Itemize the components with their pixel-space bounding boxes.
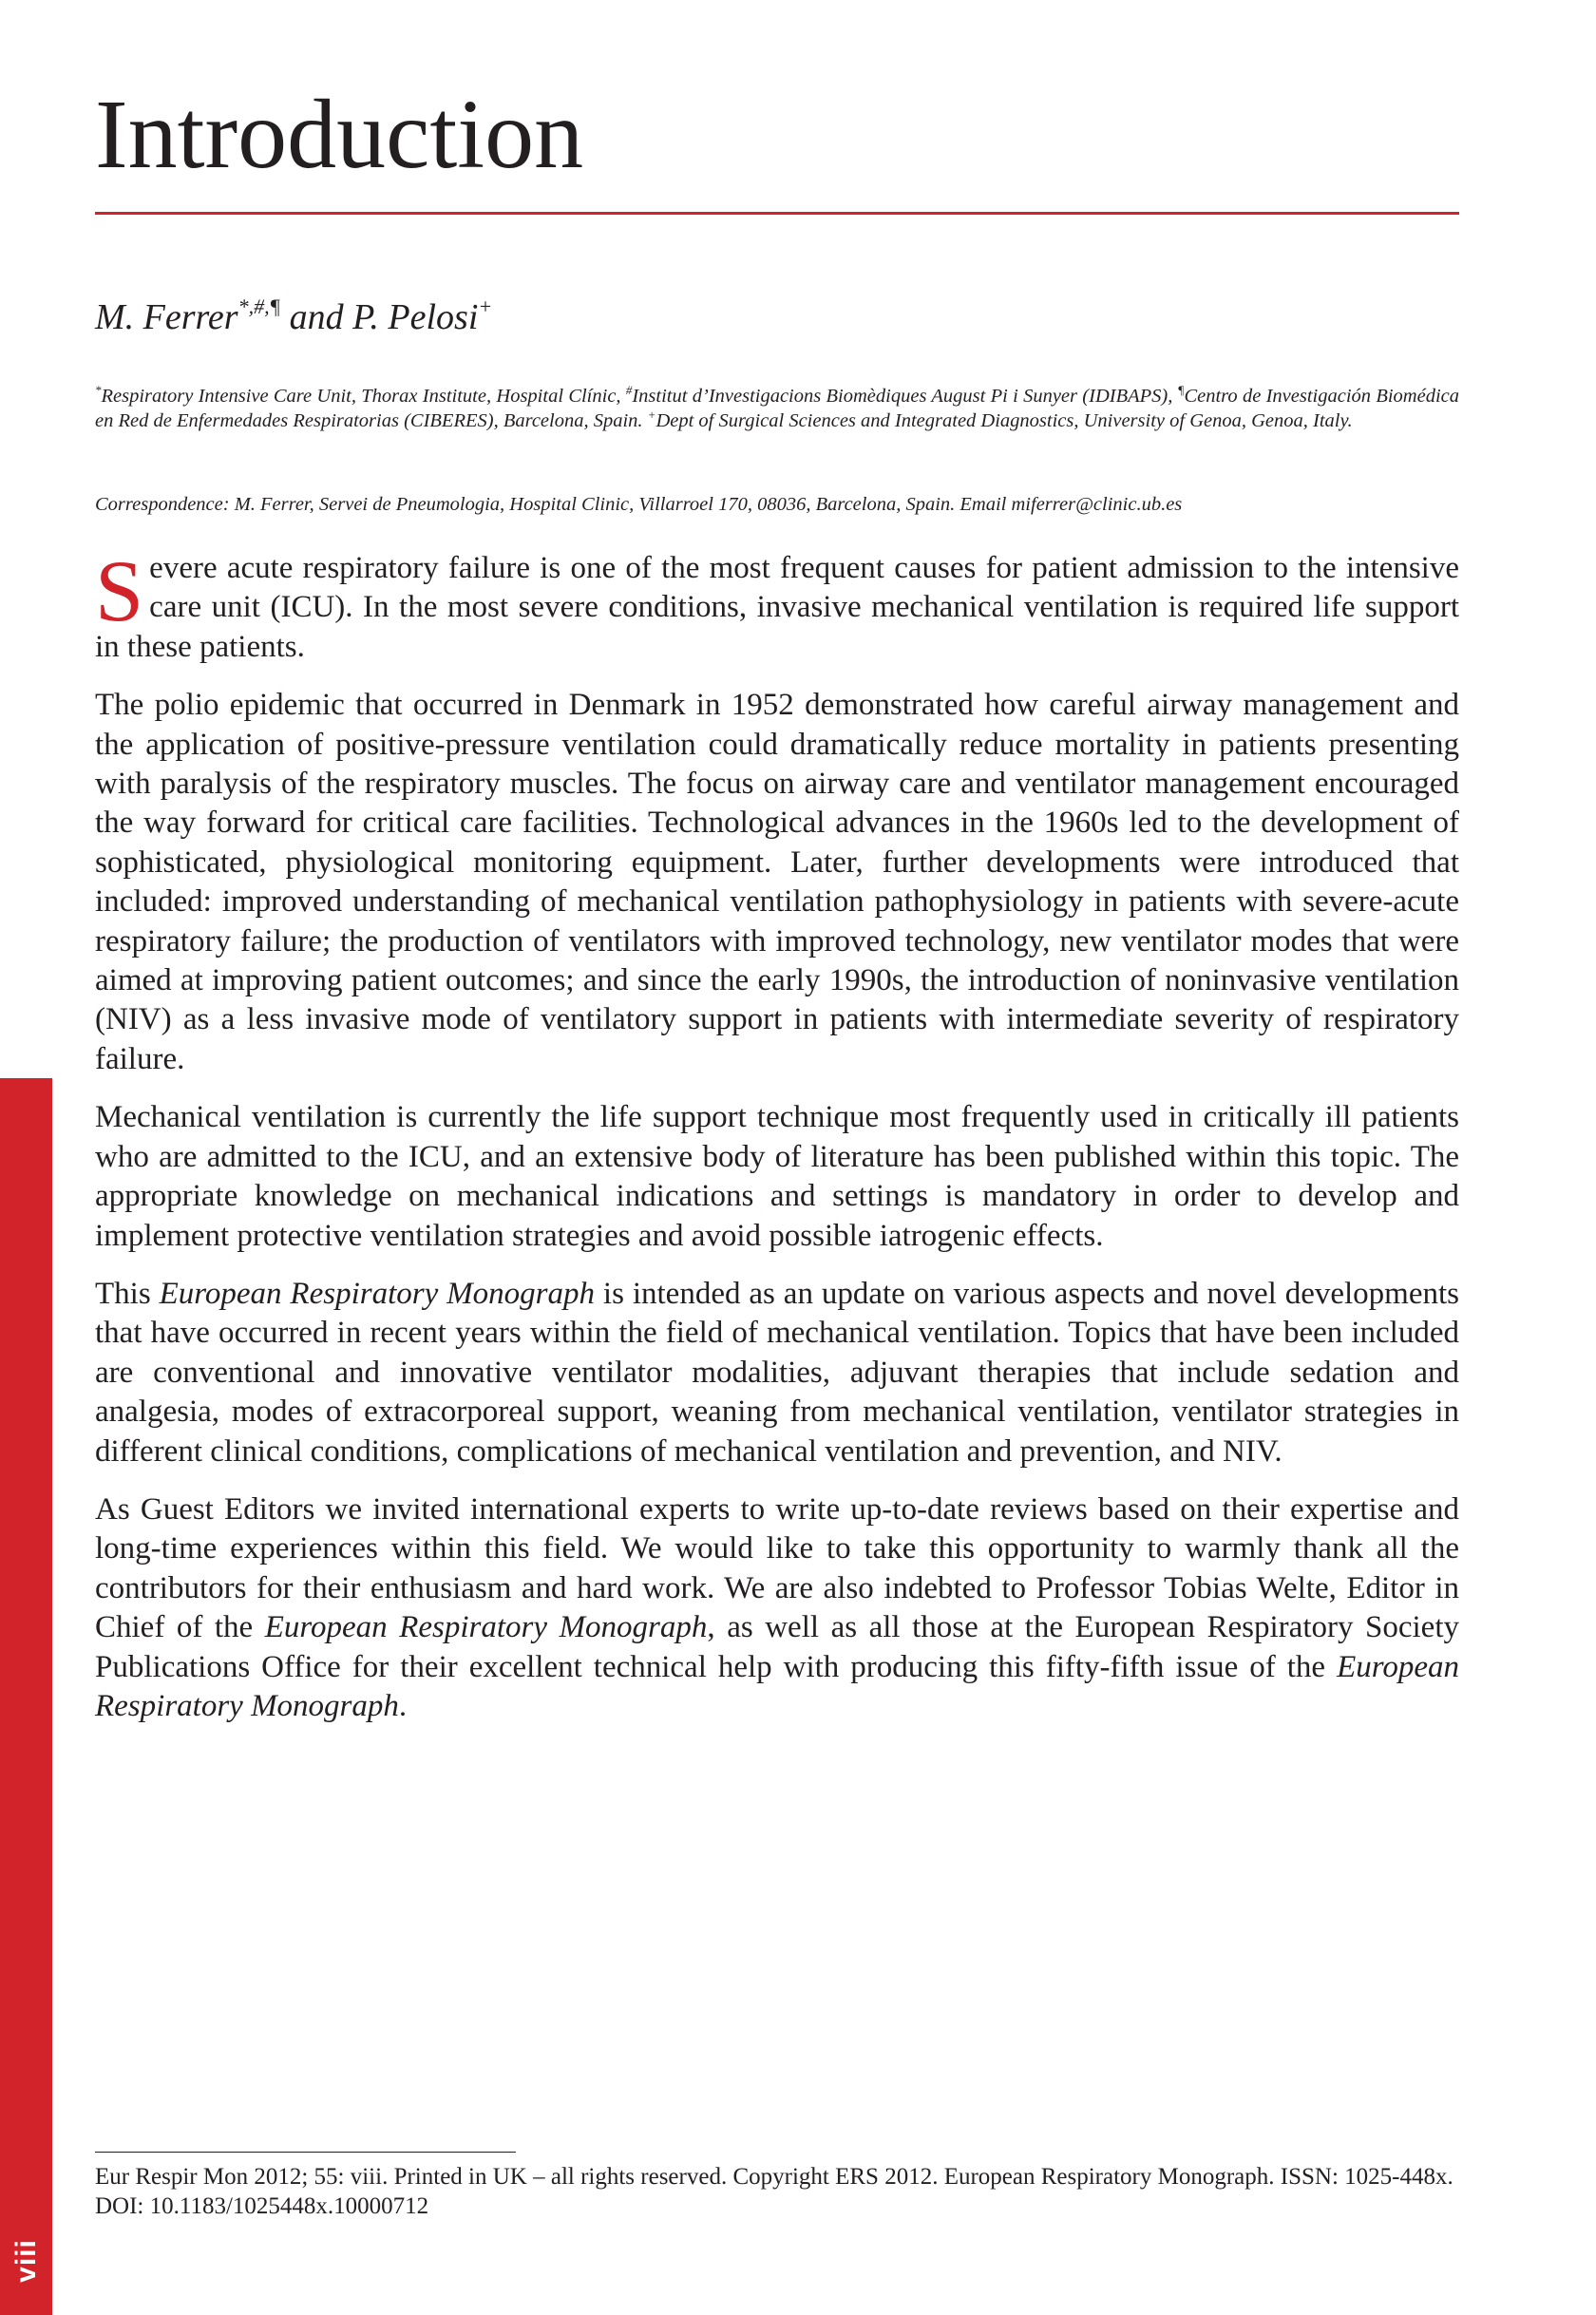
paragraph-text: is intended as an update on various aspects and novel developments that have occurred in recent years within the field of mechanical ventilation. Topics that have been included are conventional and innovative ventilator modalities, adjuvant therapies that include sedation and analgesia, modes of extracorporeal support, weaning from mechanical ventilation, ventilator strategies in different clinical conditions, complications of mechanical ventilation and prevention, and NIV.	[95, 1276, 1460, 1469]
author-2-marks: +	[478, 294, 493, 318]
side-accent-bar	[0, 1078, 52, 2315]
affiliation-mark: +	[647, 408, 656, 422]
author-1-marks: *,#,¶	[238, 294, 281, 318]
affiliation-mark: *	[95, 383, 102, 397]
paragraph-2: The polio epidemic that occurred in Denmark in 1952 demonstrated how careful airway management and the application of positive-pressure ventilation could dramatically reduce mortality in patients presenting with paralysis of the respiratory muscles. The focus on airway care and ventilator management encouraged the way forward for critical care facilities. Technological advances in the 1960s led to the development of sophisticated, physiological monitoring equipment. Later, further developments were introduced that included: improved understanding of mechanical ventilation pathophysiology in patients with severe-acute respiratory failure; the production of ventilators with improved technology, new ventilator modes that were aimed at improving patient outcomes; and since the early 1990s, the introduction of noninvasive ventilation (NIV) as a less invasive mode of ventilatory support in patients with intermediate severity of respiratory failure.	[95, 688, 1459, 1076]
drop-cap: S	[95, 542, 144, 639]
paragraph-4	[95, 1275, 1459, 1471]
paragraph-5	[95, 1490, 1459, 1726]
correspondence: Correspondence: M. Ferrer, Servei de Pneumologia, Hospital Clinic, Villarroel 170, 08036, Barcelona, Spain. Email miferrer@clinic.ub.es	[95, 494, 1183, 515]
author-1-name: M. Ferrer	[95, 297, 238, 337]
author-line	[95, 296, 492, 340]
footer-citation: Eur Respir Mon 2012; 55: viii. Printed in UK – all rights reserved. Copyright ERS 2012. European Respiratory Monograph. ISSN: 1025-448x. DOI: 10.1183/1025448x.10000712	[95, 2164, 1454, 2219]
paragraph-text: As Guest Editors we invited international experts to write up-to-date reviews based on their expertise and long-time experiences within this field. We would like to take this opportunity to warmly thank all the contributors for their enthusiasm and hard work. We are also indebted to Professor Tobias Welte, Editor in Chief of the	[95, 1491, 1459, 1645]
author-2-name: P. Pelosi	[352, 297, 479, 337]
paragraph-text: .	[398, 1688, 408, 1723]
paragraph-3: Mechanical ventilation is currently the life support technique most frequently used in critically ill patients who are admitted to the ICU, and an extensive body of literature has been published within this topic. The appropriate knowledge on mechanical indications and settings is mandatory in order to develop and implement protective ventilation strategies and avoid possible iatrogenic effects.	[95, 1100, 1459, 1253]
affiliations	[95, 384, 1459, 433]
footer-rule	[95, 2152, 516, 2153]
paragraph-text: , as well as all those at the European Respiratory Society Publications Office for their excellent technical help with producing this fifty-fifth issue of the	[95, 1610, 1459, 1684]
affiliation-text: Respiratory Intensive Care Unit, Thorax Institute, Hospital Clínic,	[101, 386, 621, 407]
title-rule	[95, 212, 1459, 215]
affiliation-text: Institut d’Investigacions Biomèdiques August Pi i Sunyer (IDIBAPS),	[632, 386, 1173, 407]
page-number-label: viii	[10, 2239, 42, 2283]
page-title: Introduction	[95, 80, 584, 189]
monograph-title: European Respiratory Monograph	[264, 1610, 708, 1645]
paragraph-text: evere acute respiratory failure is one of the most frequent causes for patient admission to the intensive care unit (ICU). In the most severe conditions, invasive mechanical ventilation is required life support in these patients.	[95, 551, 1459, 664]
page-number	[0, 2223, 52, 2299]
affiliation-text: Centro de Investigación Biomédica en Red de Enfermedades Respiratorias (CIBERES), Barcelona, Spain.	[95, 386, 1459, 431]
monograph-title: European Respiratory Monograph	[159, 1276, 595, 1311]
author-conjunction: and	[289, 297, 344, 337]
paragraph-1	[95, 542, 1459, 667]
monograph-title: European Respiratory Monograph	[95, 1649, 1460, 1723]
paragraph-text: This	[95, 1276, 151, 1311]
affiliation-mark: #	[625, 383, 633, 397]
affiliation-text: Dept of Surgical Sciences and Integrated Diagnostics, University of Genoa, Genoa, Italy.	[656, 410, 1353, 431]
affiliation-mark: ¶	[1177, 383, 1185, 397]
article-body	[95, 542, 1460, 1745]
